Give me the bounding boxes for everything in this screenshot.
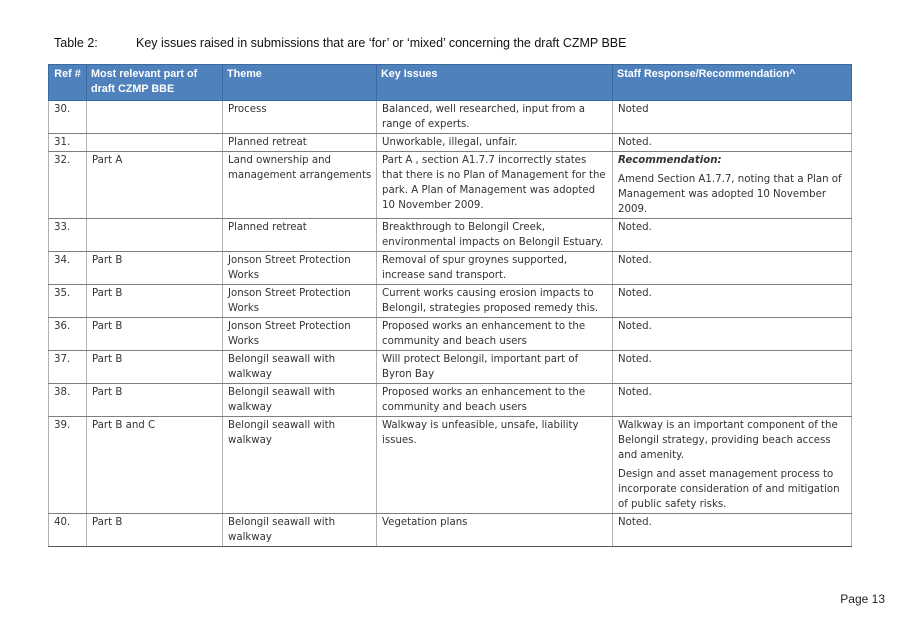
cell-response [613,152,852,219]
cell-issues: Current works causing erosion impacts to Belongil, strategies proposed remedy this. [377,285,613,318]
table-row [49,351,852,384]
cell-ref: 37. [49,351,87,384]
cell-part [87,101,223,134]
cell-theme: Planned retreat [223,134,377,152]
cell-response: Noted. [613,384,852,417]
cell-ref: 32. [49,152,87,219]
header-staff-response: Staff Response/Recommendation^ [613,65,852,101]
cell-ref: 33. [49,219,87,252]
cell-issues: Proposed works an enhancement to the community and beach users [377,318,613,351]
cell-issues: Vegetation plans [377,514,613,547]
cell-response: Noted [613,101,852,134]
table-row [49,219,852,252]
issues-table [48,64,852,547]
page-number: Page 13 [840,592,885,606]
cell-part: Part B [87,252,223,285]
cell-part: Part A [87,152,223,219]
cell-theme: Belongil seawall with walkway [223,514,377,547]
cell-part [87,134,223,152]
cell-theme: Belongil seawall with walkway [223,351,377,384]
header-ref: Ref # [49,65,87,101]
cell-issues: Breakthrough to Belongil Creek, environmental impacts on Belongil Estuary. [377,219,613,252]
cell-part [87,219,223,252]
cell-response: Noted. [613,252,852,285]
table-title: Key issues raised in submissions that are ‘for’ or ‘mixed’ concerning the draft CZMP BBE [136,36,627,50]
cell-response: Noted. [613,134,852,152]
cell-ref: 34. [49,252,87,285]
cell-issues: Balanced, well researched, input from a range of experts. [377,101,613,134]
cell-part: Part B [87,384,223,417]
cell-issues: Will protect Belongil, important part of Byron Bay [377,351,613,384]
cell-ref: 30. [49,101,87,134]
cell-theme: Belongil seawall with walkway [223,417,377,514]
table-row [49,152,852,219]
cell-issues: Proposed works an enhancement to the community and beach users [377,384,613,417]
table-row [49,384,852,417]
response-paragraph: Design and asset management process to incorporate consideration of and mitigation of public safety risks. [618,469,840,510]
table-caption [54,36,627,50]
cell-response: Noted. [613,514,852,547]
cell-theme: Process [223,101,377,134]
response-paragraph: Walkway is an important component of the Belongil strategy, providing beach access and amenity. [618,420,838,461]
table-row [49,417,852,514]
cell-issues: Walkway is unfeasible, unsafe, liability issues. [377,417,613,514]
cell-theme: Jonson Street Protection Works [223,285,377,318]
cell-ref: 31. [49,134,87,152]
table-row [49,252,852,285]
table-row [49,318,852,351]
header-part: Most relevant part of draft CZMP BBE [87,65,223,101]
cell-ref: 40. [49,514,87,547]
cell-theme: Belongil seawall with walkway [223,384,377,417]
table-row [49,134,852,152]
header-theme: Theme [223,65,377,101]
table-row [49,101,852,134]
cell-ref: 36. [49,318,87,351]
cell-response: Noted. [613,318,852,351]
cell-part: Part B [87,514,223,547]
header-key-issues: Key Issues [377,65,613,101]
recommendation-text: Amend Section A1.7.7, noting that a Plan of Management was adopted 10 November 2009. [618,174,842,215]
table-row [49,285,852,318]
cell-theme: Land ownership and management arrangements [223,152,377,219]
table-row [49,514,852,547]
cell-ref: 38. [49,384,87,417]
table-number: Table 2: [54,36,98,50]
cell-response: Noted. [613,285,852,318]
cell-ref: 35. [49,285,87,318]
cell-part: Part B and C [87,417,223,514]
cell-theme: Jonson Street Protection Works [223,318,377,351]
cell-theme: Jonson Street Protection Works [223,252,377,285]
recommendation-heading: Recommendation: [618,155,722,166]
cell-ref: 39. [49,417,87,514]
cell-response [613,417,852,514]
cell-theme: Planned retreat [223,219,377,252]
cell-part: Part B [87,351,223,384]
cell-issues: Part A , section A1.7.7 incorrectly states that there is no Plan of Management for the park. A Plan of Management was adopted 10 November 2009. [377,152,613,219]
cell-part: Part B [87,318,223,351]
cell-response: Noted. [613,351,852,384]
cell-response: Noted. [613,219,852,252]
table-header-row [49,65,852,101]
cell-issues: Unworkable, illegal, unfair. [377,134,613,152]
cell-issues: Removal of spur groynes supported, increase sand transport. [377,252,613,285]
cell-part: Part B [87,285,223,318]
